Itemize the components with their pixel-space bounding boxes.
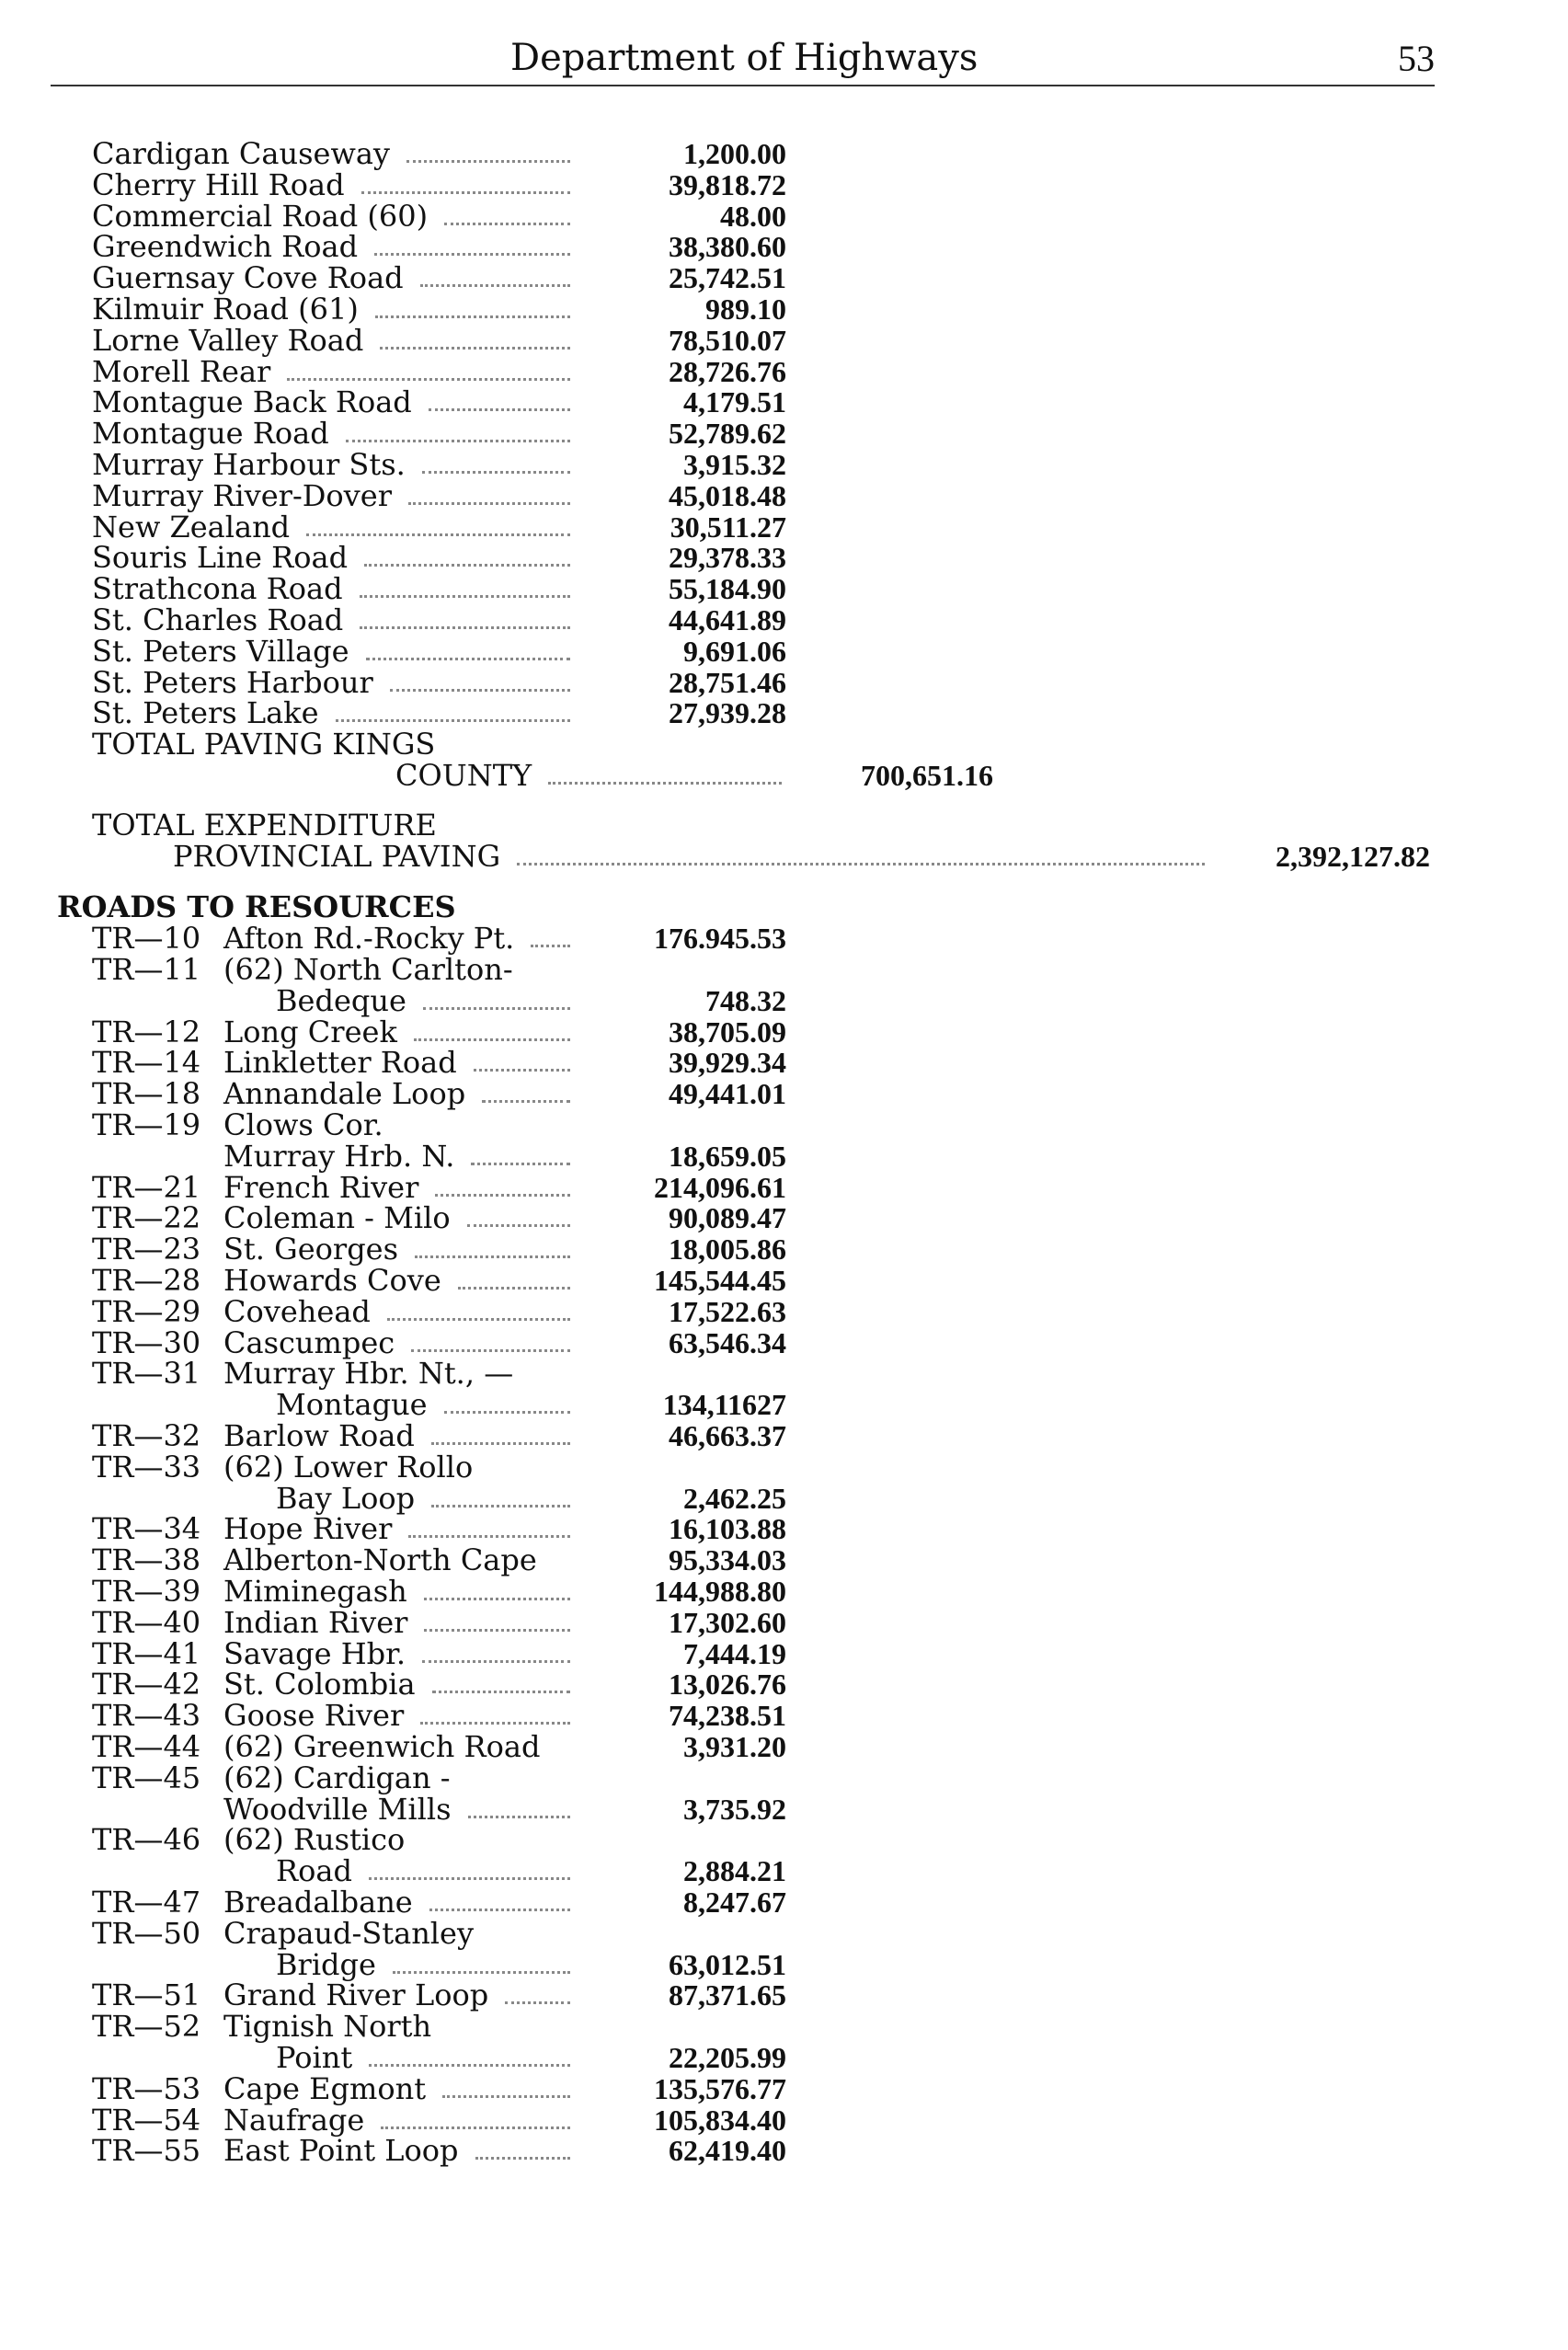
road-name: Cherry Hill Road <box>92 166 345 202</box>
road-name: Goose River <box>223 1698 405 1734</box>
amount: 989.10 <box>705 292 786 326</box>
tr-code: TR—10 <box>92 921 201 957</box>
road-name: Cascumpec <box>223 1324 395 1360</box>
leader-dots <box>444 1411 570 1414</box>
amount: 105,834.40 <box>654 2103 786 2137</box>
road-name: St. Colombia <box>223 1667 416 1702</box>
road-name: St. Peters Village <box>92 633 349 669</box>
paving-row <box>0 166 1568 202</box>
amount: 3,915.32 <box>683 448 786 481</box>
leader-dots <box>415 1255 570 1258</box>
leader-dots <box>381 2126 570 2129</box>
road-name: Souris Line Road <box>92 540 349 576</box>
leader-dots <box>364 564 570 567</box>
resource-row <box>0 1293 1568 1329</box>
paving-row <box>0 260 1568 296</box>
amount: 78,510.07 <box>669 323 786 357</box>
tr-code: TR—45 <box>92 1760 201 1795</box>
road-name: Grand River Loop <box>223 1977 489 2013</box>
road-name: East Point Loop <box>223 2133 459 2169</box>
leader-dots <box>408 1535 570 1538</box>
tr-code: TR—18 <box>92 1076 201 1112</box>
amount: 214,096.61 <box>654 1170 786 1204</box>
amount: 48.00 <box>720 199 786 233</box>
road-name: Murray Harbour Sts. <box>92 447 406 482</box>
leader-dots <box>414 1038 570 1041</box>
amount: 39,818.72 <box>669 167 786 201</box>
leader-dots <box>424 1598 570 1600</box>
total-label: PROVINCIAL PAVING <box>173 838 501 874</box>
road-name: St. Peters Lake <box>92 695 319 731</box>
road-name: Alberton-North Cape <box>223 1542 537 1578</box>
tr-code: TR—47 <box>92 1885 201 1920</box>
road-name: Murray River-Dover <box>92 477 392 513</box>
tr-code: TR—39 <box>92 1574 201 1609</box>
paving-row <box>0 695 1568 731</box>
amount: 49,441.01 <box>669 1077 786 1111</box>
resource-row <box>0 1356 1568 1392</box>
tr-code: TR—29 <box>92 1293 201 1329</box>
amount: 25,742.51 <box>669 261 786 295</box>
amount: 22,205.99 <box>669 2041 786 2074</box>
road-name: St. Charles Road <box>92 602 344 637</box>
tr-code: TR—22 <box>92 1200 201 1236</box>
paving-row <box>0 353 1568 389</box>
leader-dots <box>423 1007 570 1010</box>
resource-row <box>0 1853 1568 1889</box>
road-name: Annandale Loop <box>223 1076 466 1112</box>
amount: 4,179.51 <box>683 385 786 419</box>
tr-code: TR—38 <box>92 1542 201 1578</box>
road-name: Naufrage <box>223 2102 365 2138</box>
road-name: Savage Hbr. <box>223 1635 406 1671</box>
amount: 18,659.05 <box>669 1139 786 1173</box>
page-number: 53 <box>1398 38 1435 79</box>
resource-row <box>0 1076 1568 1112</box>
amount: 748.32 <box>705 983 786 1017</box>
paving-row <box>0 664 1568 700</box>
resource-row <box>0 1731 1568 1762</box>
resource-row <box>0 1109 1568 1141</box>
tr-code: TR—33 <box>92 1449 201 1485</box>
section-title: ROADS TO RESOURCES <box>57 889 456 925</box>
leader-dots <box>287 378 570 381</box>
amount: 18,005.86 <box>669 1232 786 1267</box>
road-name: (62) Lower Rollo <box>223 1449 474 1485</box>
paving-row <box>0 449 1568 480</box>
amount: 52,789.62 <box>669 417 786 451</box>
resource-row <box>0 1138 1568 1174</box>
leader-dots <box>408 502 570 505</box>
road-name: Cardigan Causeway <box>92 136 390 171</box>
road-name: New Zealand <box>92 509 291 545</box>
amount: 44,641.89 <box>669 603 786 636</box>
paving-row <box>0 322 1568 358</box>
total-provincial-row <box>0 838 1568 874</box>
road-name: Strathcona Road <box>92 571 343 607</box>
leader-dots <box>505 2001 570 2004</box>
resource-row <box>0 1576 1568 1607</box>
resource-row <box>0 2042 1568 2073</box>
leader-dots <box>442 2095 570 2098</box>
road-name: Breadalbane <box>223 1885 413 1920</box>
leader-dots <box>468 1816 570 1818</box>
amount: 17,522.63 <box>669 1294 786 1328</box>
road-name: Bridge <box>276 1946 376 1982</box>
leader-dots <box>422 471 570 474</box>
road-name: Tignish North <box>223 2009 432 2045</box>
road-name: (62) Greenwich Road <box>223 1729 541 1764</box>
resource-row <box>0 1451 1568 1483</box>
leader-dots <box>429 408 570 411</box>
tr-code: TR—28 <box>92 1263 201 1298</box>
amount: 74,238.51 <box>669 1699 786 1733</box>
road-name: Commercial Road (60) <box>92 198 429 234</box>
paving-row <box>0 477 1568 513</box>
leader-dots <box>366 658 570 660</box>
amount: 28,726.76 <box>669 354 786 388</box>
resource-row <box>0 1668 1568 1700</box>
road-name: Bedeque <box>276 982 406 1018</box>
resource-row <box>0 1016 1568 1048</box>
leader-dots <box>306 533 570 536</box>
leader-dots <box>387 1318 570 1321</box>
resource-row <box>0 921 1568 957</box>
total-kings-row <box>0 728 1568 760</box>
amount: 63,546.34 <box>669 1325 786 1359</box>
tr-code: TR—44 <box>92 1729 201 1764</box>
leader-dots <box>369 1877 570 1880</box>
tr-code: TR—31 <box>92 1356 201 1392</box>
amount: 145,544.45 <box>654 1264 786 1297</box>
road-name: Montague Road <box>92 416 329 452</box>
amount: 1,200.00 <box>683 137 786 170</box>
paving-row <box>0 293 1568 325</box>
tr-code: TR—41 <box>92 1635 201 1671</box>
leader-dots <box>444 223 570 225</box>
resource-row <box>0 982 1568 1018</box>
total-label: TOTAL EXPENDITURE <box>92 807 437 843</box>
leader-dots <box>422 1660 570 1663</box>
road-name: Montague <box>276 1387 428 1423</box>
road-name: Morell Rear <box>92 353 271 389</box>
amount: 90,089.47 <box>669 1201 786 1235</box>
paving-row <box>0 416 1568 452</box>
leader-dots <box>336 719 570 722</box>
resource-row <box>0 1635 1568 1671</box>
leader-dots <box>431 1505 570 1507</box>
tr-code: TR—52 <box>92 2009 201 2045</box>
road-name: French River <box>223 1169 419 1205</box>
road-name: Crapaud-Stanley <box>223 1915 475 1951</box>
resource-row <box>0 1946 1568 1982</box>
road-name: Murray Hrb. N. <box>223 1138 455 1174</box>
tr-code: TR—32 <box>92 1418 201 1453</box>
amount: 38,705.09 <box>669 1015 786 1049</box>
amount: 29,378.33 <box>669 541 786 575</box>
road-name: St. Georges <box>223 1232 399 1267</box>
section-heading <box>0 891 1568 923</box>
road-name: Coleman - Milo <box>223 1200 451 1236</box>
amount: 134,11627 <box>662 1388 786 1422</box>
road-name: Hope River <box>223 1511 393 1547</box>
road-name: Long Creek <box>223 1014 397 1049</box>
amount: 45,018.48 <box>669 478 786 512</box>
leader-dots <box>393 1971 570 1974</box>
leader-dots <box>390 689 570 692</box>
resource-row <box>0 1480 1568 1516</box>
amount: 28,751.46 <box>669 665 786 699</box>
tr-code: TR—19 <box>92 1107 201 1142</box>
amount: 63,012.51 <box>669 1947 786 1981</box>
paving-row <box>0 511 1568 543</box>
paving-row <box>0 571 1568 607</box>
road-name: Guernsay Cove Road <box>92 260 404 296</box>
amount: 2,392,127.82 <box>1276 839 1430 873</box>
amount: 3,735.92 <box>683 1792 786 1826</box>
amount: 2,884.21 <box>683 1854 786 1888</box>
amount: 13,026.76 <box>669 1668 786 1702</box>
amount: 87,371.65 <box>669 1978 786 2012</box>
road-name: Lorne Valley Road <box>92 322 364 358</box>
tr-code: TR—51 <box>92 1977 201 2013</box>
resource-row <box>0 2133 1568 2169</box>
leader-dots <box>431 1442 570 1445</box>
amount: 9,691.06 <box>683 634 786 668</box>
amount: 176.945.53 <box>654 922 786 956</box>
leader-dots <box>346 440 570 442</box>
road-name: Covehead <box>223 1293 371 1329</box>
amount: 2,462.25 <box>683 1481 786 1515</box>
amount: 38,380.60 <box>669 230 786 264</box>
paving-row <box>0 386 1568 418</box>
leader-dots <box>420 284 570 287</box>
tr-code: TR—14 <box>92 1045 201 1081</box>
paving-row <box>0 198 1568 234</box>
leader-dots <box>369 2064 570 2067</box>
leader-dots <box>360 626 570 629</box>
road-name: Indian River <box>223 1604 408 1640</box>
resource-row <box>0 1420 1568 1451</box>
resource-row <box>0 2104 1568 2136</box>
paving-row <box>0 540 1568 576</box>
resource-row <box>0 1698 1568 1734</box>
road-name: (62) Rustico <box>223 1822 406 1858</box>
road-name: Miminegash <box>223 1574 407 1609</box>
leader-dots <box>475 2157 570 2160</box>
resource-row <box>0 954 1568 985</box>
paving-row <box>0 604 1568 636</box>
leader-dots <box>474 1069 570 1072</box>
tr-code: TR—12 <box>92 1014 201 1049</box>
road-name: Greendwich Road <box>92 229 359 265</box>
leader-dots <box>471 1163 570 1165</box>
resource-row <box>0 1915 1568 1951</box>
road-name: Point <box>276 2040 353 2075</box>
leader-dots <box>531 945 570 947</box>
resource-row <box>0 1233 1568 1265</box>
tr-code: TR—55 <box>92 2133 201 2169</box>
amount: 95,334.03 <box>669 1543 786 1577</box>
total-provincial-row <box>0 809 1568 841</box>
leader-dots <box>375 315 570 318</box>
leader-dots <box>420 1722 570 1725</box>
resource-row <box>0 1604 1568 1640</box>
tr-code: TR—34 <box>92 1511 201 1547</box>
total-label: TOTAL PAVING KINGS <box>92 727 436 762</box>
amount: 144,988.80 <box>654 1575 786 1608</box>
resource-row <box>0 1324 1568 1360</box>
road-name: Bay Loop <box>276 1480 416 1516</box>
leader-dots <box>360 595 570 598</box>
road-name: Kilmuir Road (61) <box>92 292 359 327</box>
page-title: Department of Highways <box>510 37 979 79</box>
road-name: Afton Rd.-Rocky Pt. <box>223 921 515 957</box>
resource-row <box>0 1265 1568 1296</box>
amount: 30,511.27 <box>670 510 786 544</box>
resource-row <box>0 1511 1568 1547</box>
resource-row <box>0 1822 1568 1858</box>
tr-code: TR—43 <box>92 1698 201 1734</box>
tr-code: TR—46 <box>92 1822 201 1858</box>
road-name: Woodville Mills <box>223 1791 452 1827</box>
amount: 39,929.34 <box>669 1046 786 1080</box>
road-name: St. Peters Harbour <box>92 664 373 700</box>
resource-row <box>0 2070 1568 2106</box>
road-name: (62) Cardigan - <box>223 1760 451 1795</box>
resource-row <box>0 1200 1568 1236</box>
amount: 27,939.28 <box>669 696 786 730</box>
resource-row <box>0 1169 1568 1205</box>
tr-code: TR—42 <box>92 1667 201 1702</box>
road-name: Murray Hbr. Nt., — <box>223 1356 514 1392</box>
amount: 55,184.90 <box>669 572 786 606</box>
resource-row <box>0 1886 1568 1918</box>
amount: 700,651.16 <box>861 759 993 792</box>
tr-code: TR—23 <box>92 1232 201 1267</box>
paving-row <box>0 229 1568 265</box>
tr-code: TR—30 <box>92 1324 201 1360</box>
page-header <box>51 37 1435 86</box>
tr-code: TR—53 <box>92 2070 201 2106</box>
leader-dots <box>548 782 782 785</box>
paving-row <box>0 138 1568 169</box>
tr-code: TR—50 <box>92 1915 201 1951</box>
leader-dots <box>482 1100 570 1103</box>
paving-row <box>0 633 1568 669</box>
leader-dots <box>517 863 1205 865</box>
road-name: Montague Back Road <box>92 384 412 420</box>
leader-dots <box>429 1909 570 1911</box>
road-name: (62) North Carlton- <box>223 952 513 987</box>
leader-dots <box>406 160 570 163</box>
road-name: Road <box>276 1853 352 1889</box>
amount: 16,103.88 <box>669 1512 786 1546</box>
amount: 7,444.19 <box>683 1636 786 1670</box>
amount: 62,419.40 <box>669 2134 786 2168</box>
tr-code: TR—54 <box>92 2102 201 2138</box>
amount: 3,931.20 <box>683 1730 786 1763</box>
leader-dots <box>374 253 570 256</box>
road-name: Barlow Road <box>223 1418 415 1453</box>
leader-dots <box>361 191 570 194</box>
leader-dots <box>467 1224 570 1227</box>
road-name: Clows Cor. <box>223 1107 383 1142</box>
tr-code: TR—21 <box>92 1169 201 1205</box>
road-name: Linkletter Road <box>223 1045 457 1081</box>
leader-dots <box>458 1287 570 1290</box>
amount: 17,302.60 <box>669 1605 786 1639</box>
total-kings-row <box>0 760 1568 791</box>
total-label: COUNTY <box>395 758 532 793</box>
resource-row <box>0 1762 1568 1794</box>
resource-row <box>0 1045 1568 1081</box>
amount: 8,247.67 <box>683 1886 786 1919</box>
leader-dots <box>432 1691 570 1693</box>
road-name: Cape Egmont <box>223 2070 427 2106</box>
leader-dots <box>380 347 570 350</box>
road-name: Howards Cove <box>223 1263 441 1298</box>
leader-dots <box>424 1629 570 1632</box>
leader-dots <box>435 1194 570 1197</box>
resource-row <box>0 2009 1568 2045</box>
resource-row <box>0 1544 1568 1576</box>
resource-row <box>0 1979 1568 2011</box>
resource-row <box>0 1791 1568 1827</box>
tr-code: TR—40 <box>92 1604 201 1640</box>
amount: 46,663.37 <box>669 1419 786 1452</box>
tr-code: TR—11 <box>92 952 201 987</box>
amount: 135,576.77 <box>654 2071 786 2105</box>
leader-dots <box>411 1349 570 1352</box>
resource-row <box>0 1387 1568 1423</box>
